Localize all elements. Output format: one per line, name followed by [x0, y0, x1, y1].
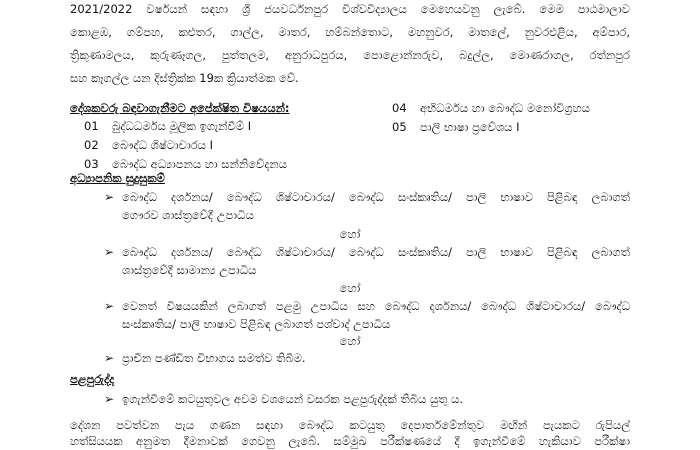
subject-number: 04: [392, 101, 407, 115]
closing-line-2: හත්සියයක අනුමත දීමනාවක් ගෙවනු ලැබේ. සම්මුඛ පරීක්ෂණයේ දී ඉගැන්වීමේ හැකියාව පරීක්ෂා: [70, 434, 630, 448]
closing-line-1: දේශන පවත්වන පැය ගණන සඳහා බෞද්ධ කටයුතු දෙපාර්තමේන්තුව මඟින් පැයකට රුපියල්: [70, 418, 630, 432]
arrow-bullet-icon: ➢: [104, 351, 115, 365]
arrow-bullet-icon: ➢: [104, 392, 115, 406]
intro-line-2: කොළඹ, ගම්පහ, කළුතර, ගාල්ල, මාතර, හම්බන්තොට, මහනුවර, මාතලේ, නුවරඑළිය, අම්පාර,: [70, 25, 630, 39]
experience-line: ඉගැන්වීමේ කටයුතුවල අවම වශයෙන් වසරක පළපුරුද්දක් තිබිය යුතු ය.: [122, 392, 464, 406]
subject-number: 01: [84, 119, 99, 133]
subject-item: බුද්ධධර්මය මූලික ඉගැන්වීම් I: [112, 119, 252, 133]
subjects-heading: දේශකවරු බඳවාගැනීමට අපේක්ෂිත විෂයයන්:: [70, 101, 290, 115]
qualification-line: සංස්කෘතිය/ පාලි භාෂාව පිළිබඳ ලබාගත් පශ්චාද් උපාධිය: [122, 317, 391, 331]
intro-line-4: සහ කෑගල්ල යන දිස්ත්‍රික්ක 19ක ක්‍රියාත්මක වේ.: [70, 71, 299, 85]
arrow-bullet-icon: ➢: [104, 190, 115, 204]
experience-heading: පළපුරුද්ද: [70, 372, 115, 386]
subject-number: 03: [84, 157, 99, 171]
arrow-bullet-icon: ➢: [104, 245, 115, 259]
subject-number: 05: [392, 120, 407, 134]
qualification-line: ප්‍රාචීන පණ්ඩිත විභාගය සමත්ව තිබීම.: [122, 351, 306, 365]
subject-item: බෞද්ධ අධ්‍යාපනය හා සන්නිවේදනය: [112, 157, 288, 171]
qualification-line: ශාස්ත්‍රවේදී සාමාන්‍ය උපාධිය: [122, 263, 257, 277]
or-separator: හෝ: [339, 281, 361, 295]
subject-number: 02: [84, 138, 99, 152]
or-separator: හෝ: [339, 227, 361, 241]
arrow-bullet-icon: ➢: [104, 299, 115, 313]
qualification-line: බෞද්ධ දර්ශනය/ බෞද්ධ ශිෂ්ටාචාරය/ බෞද්ධ සංස්කෘතිය/ පාලි භාෂාව පිළිබඳ ලබාගත්: [122, 190, 630, 204]
intro-line-3: ත්‍රිකුණාමලය, කුරුණෑගල, පුත්තලම, අනුරාධපුරය, පොළොන්නරුව, බදුල්ල, මොණරාගල, රත්නපුර: [70, 48, 630, 62]
qualification-line: ගෞරව ශාස්ත්‍රවේදී උපාධිය: [122, 208, 254, 222]
intro-line-1: 2021/2022 වර්ෂයන් සඳහා ශ්‍රී ජයවර්ධනපුර විශ්වවිද්‍යාලය මෙහෙයවනු ලැබේ. මෙම පාඨමාලාව: [70, 2, 630, 16]
qualification-line: වෙනත් විෂයයකින් ලබාගත් පළමු උපාධිය සහ බෞද්ධ දර්ශනය/ බෞද්ධ ශිෂ්ටාචාරය/ බෞද්ධ: [122, 299, 630, 313]
qualification-line: බෞද්ධ දර්ශනය/ බෞද්ධ ශිෂ්ටාචාරය/ බෞද්ධ සංස්කෘතිය/ පාලි භාෂාව පිළිබඳ ලබාගත්: [122, 245, 630, 259]
subject-item: අභිධර්මය හා බෞද්ධ මනෝවිග්‍රහය: [420, 101, 590, 115]
qualifications-heading: අධ්‍යාපනික සුදුසුකම්: [70, 171, 165, 185]
or-separator: හෝ: [339, 334, 361, 348]
subject-item: පාලි භාෂා ප්‍රවේශය I: [420, 120, 520, 134]
subject-item: බෞද්ධ ශිෂ්ටාචාරය I: [112, 138, 214, 152]
